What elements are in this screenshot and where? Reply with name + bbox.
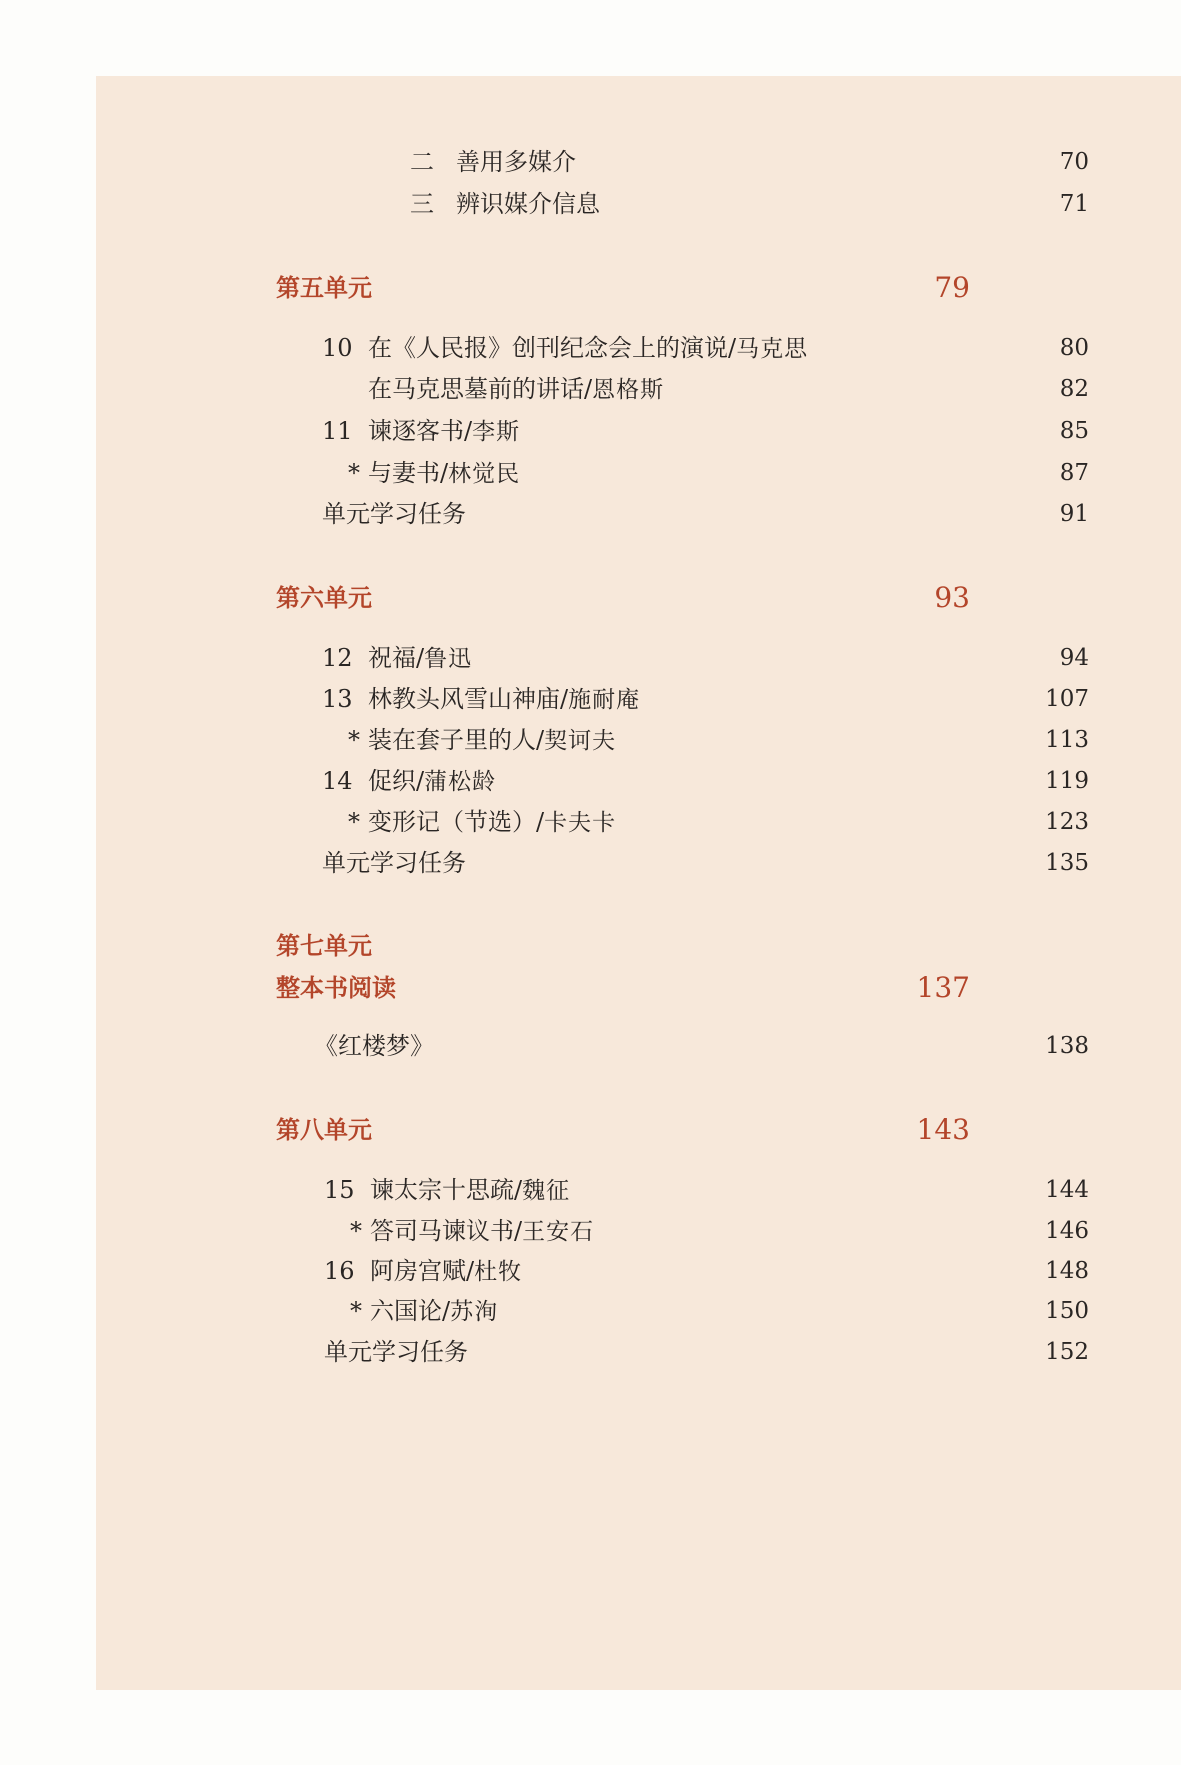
toc-entry	[96, 720, 1181, 760]
entry-title: 单元学习任务	[322, 500, 466, 528]
toc-page	[96, 76, 1181, 1690]
toc-entry	[96, 843, 1181, 883]
entry-page: 113	[1045, 727, 1089, 753]
entry-title: 答司马谏议书/王安石	[370, 1217, 595, 1245]
unit-page: 93	[934, 581, 970, 614]
entry-number: 11	[322, 417, 353, 445]
unit-title: 第五单元	[276, 273, 372, 302]
entry-author: 卡夫卡	[544, 810, 617, 836]
entry-author: 魏征	[522, 1178, 571, 1204]
entry-title: 谏太宗十思疏/魏征	[370, 1176, 571, 1204]
entry-page: 135	[1045, 850, 1089, 876]
entry-title: 在《人民报》创刊纪念会上的演说/马克思	[368, 334, 809, 362]
entry-page: 107	[1045, 686, 1089, 712]
entry-author: 苏洵	[450, 1299, 499, 1325]
unit-subheading	[276, 966, 1156, 1010]
entry-author: 恩格斯	[592, 377, 665, 403]
entry-page: 71	[1059, 191, 1089, 217]
optional-star: *	[348, 459, 360, 487]
entry-title: 单元学习任务	[324, 1338, 468, 1366]
unit-heading	[276, 576, 1156, 620]
entry-author: 施耐庵	[568, 687, 641, 713]
entry-title: 辨识媒介信息	[456, 190, 600, 218]
toc-entry	[96, 679, 1181, 719]
optional-star: *	[350, 1217, 362, 1245]
unit-subtitle: 整本书阅读	[276, 973, 396, 1002]
entry-page: 146	[1045, 1218, 1089, 1244]
toc-entry	[96, 1251, 1181, 1291]
toc-entry	[96, 369, 1181, 409]
unit-title: 第八单元	[276, 1115, 372, 1144]
entry-author: 林觉民	[448, 461, 521, 487]
entry-number: 13	[322, 685, 353, 713]
unit-heading	[276, 1108, 1156, 1152]
unit-page: 137	[916, 971, 970, 1004]
unit-title: 第六单元	[276, 583, 372, 612]
entry-title: 单元学习任务	[322, 849, 466, 877]
toc-entry	[96, 184, 1181, 224]
entry-title: 阿房宫赋/杜牧	[370, 1257, 523, 1285]
toc-entry	[96, 1211, 1181, 1251]
entry-title: 装在套子里的人/契诃夫	[368, 726, 617, 754]
entry-author: 李斯	[472, 419, 521, 445]
toc-entry	[96, 802, 1181, 842]
entry-number: 二	[410, 148, 434, 176]
entry-title: 在马克思墓前的讲话/恩格斯	[368, 375, 665, 403]
entry-author: 王安石	[522, 1219, 595, 1245]
toc-entry	[96, 1291, 1181, 1331]
entry-number: 14	[322, 767, 353, 795]
entry-title: 与妻书/林觉民	[368, 459, 521, 487]
entry-title: 变形记（节选）/卡夫卡	[368, 808, 617, 836]
toc-entry	[96, 142, 1181, 182]
entry-page: 123	[1045, 809, 1089, 835]
entry-number: 16	[324, 1257, 355, 1285]
unit-heading	[276, 266, 1156, 310]
entry-title: 六国论/苏洵	[370, 1297, 499, 1325]
entry-number: 三	[410, 190, 434, 218]
entry-author: 蒲松龄	[424, 769, 497, 795]
toc-entry	[96, 328, 1181, 368]
toc-entry	[96, 1026, 1181, 1066]
entry-page: 150	[1045, 1298, 1089, 1324]
entry-page: 144	[1045, 1177, 1089, 1203]
entry-title: 促织/蒲松龄	[368, 767, 497, 795]
optional-star: *	[350, 1297, 362, 1325]
toc-entry	[96, 1170, 1181, 1210]
entry-author: 鲁迅	[424, 646, 473, 672]
toc-entry	[96, 494, 1181, 534]
entry-page: 152	[1045, 1339, 1089, 1365]
entry-page: 94	[1059, 645, 1089, 671]
toc-entry	[96, 761, 1181, 801]
entry-page: 119	[1045, 768, 1089, 794]
entry-number: 10	[322, 334, 353, 362]
entry-title: 林教头风雪山神庙/施耐庵	[368, 685, 641, 713]
unit-page: 79	[934, 271, 970, 304]
unit-page: 143	[916, 1113, 970, 1146]
entry-page: 85	[1059, 418, 1089, 444]
entry-page: 82	[1059, 376, 1089, 402]
optional-star: *	[348, 726, 360, 754]
optional-star: *	[348, 808, 360, 836]
entry-page: 91	[1059, 501, 1089, 527]
toc-entry	[96, 453, 1181, 493]
toc-entry	[96, 638, 1181, 678]
entry-author: 马克思	[736, 336, 809, 362]
toc-entry	[96, 1332, 1181, 1372]
entry-page: 87	[1059, 460, 1089, 486]
entry-page: 80	[1059, 335, 1089, 361]
unit-heading	[276, 924, 1156, 968]
entry-page: 70	[1059, 149, 1089, 175]
entry-number: 15	[324, 1176, 355, 1204]
entry-page: 138	[1045, 1033, 1089, 1059]
toc-entry	[96, 411, 1181, 451]
entry-title: 祝福/鲁迅	[368, 644, 473, 672]
entry-author: 契诃夫	[544, 728, 617, 754]
entry-number: 12	[322, 644, 353, 672]
unit-title: 第七单元	[276, 931, 372, 960]
entry-page: 148	[1045, 1258, 1089, 1284]
entry-title: 谏逐客书/李斯	[368, 417, 521, 445]
entry-author: 杜牧	[474, 1259, 523, 1285]
entry-title: 善用多媒介	[456, 148, 576, 176]
entry-title: 《红楼梦》	[314, 1032, 434, 1060]
